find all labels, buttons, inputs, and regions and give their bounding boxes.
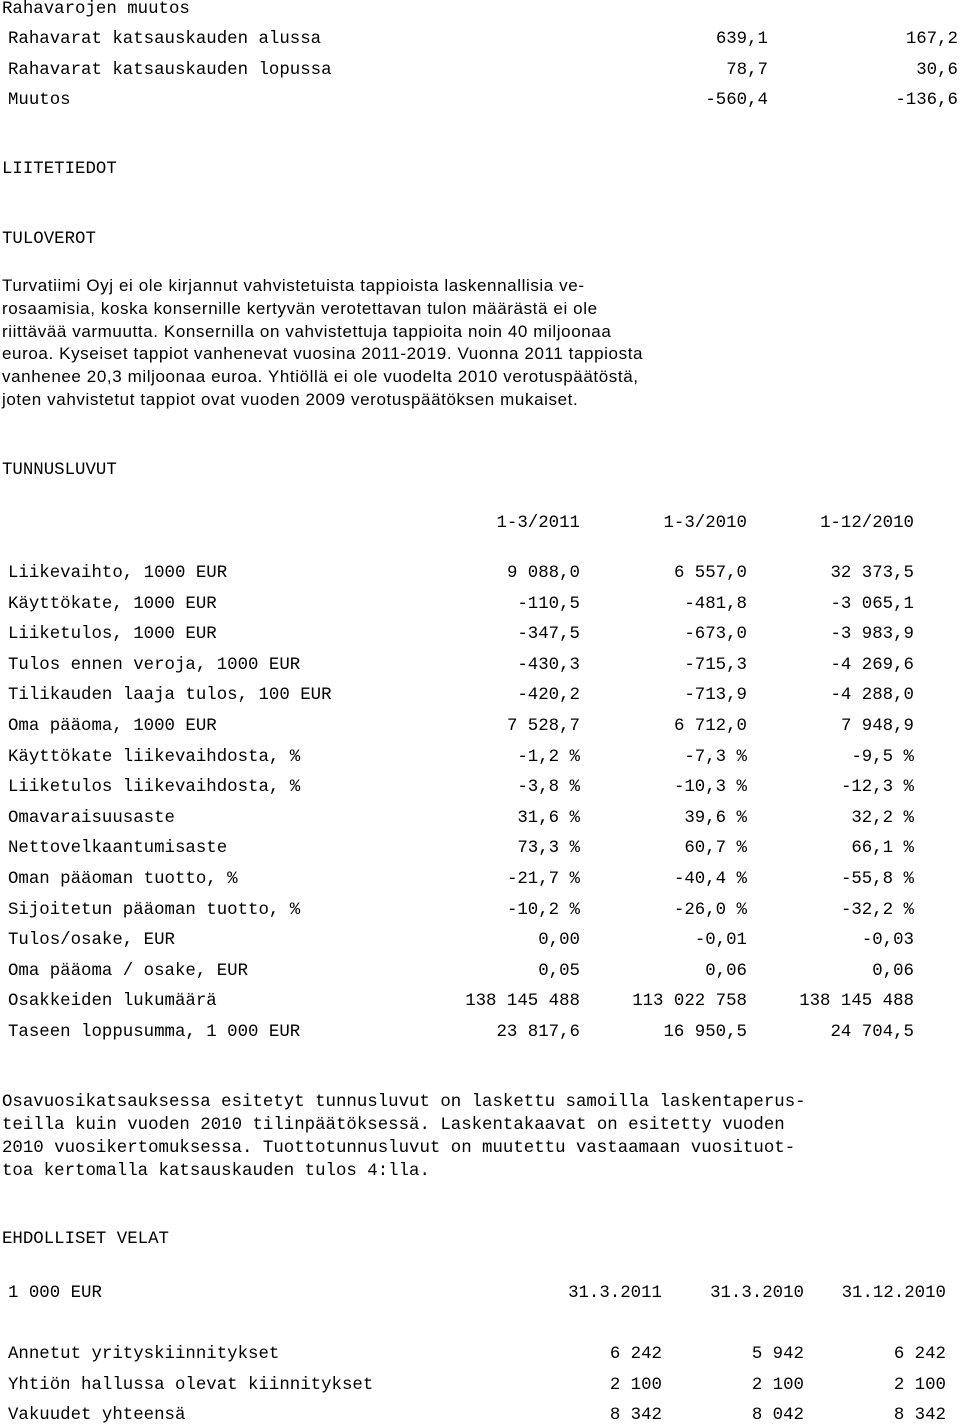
tax-paragraph: Turvatiimi Oyj ei ole kirjannut vahvistetuista tappioista laskennallisia ve- rosaamisia, koska konsernille kertyvän verotettavan tulon määrästä ei ole riittävää varmuutta. Konsernilla on vahvistettuja tappioita noin 40 miljoonaa euroa. Kyseiset tappiot vanhenevat vuosina 2011-2019. Vuonna 2011 tappiosta vanhenee 20,3 miljoonaa euroa. Yhtiöllä ei ole vuodelta 2010 verotuspäätöstä, joten vahvistetut tappiot ovat vuoden 2009 verotuspäätöksen mukaiset. [2, 276, 644, 409]
liabilities-row-value: 2 100 [609, 1375, 662, 1395]
kpi-row-value: 0,06 [872, 961, 914, 981]
liabilities-column-header: 31.3.2011 [568, 1284, 662, 1303]
liabilities-column-header: 31.3.2010 [710, 1284, 804, 1303]
liabilities-unit: 1 000 EUR [8, 1284, 102, 1303]
kpi-row-value: -4 269,6 [830, 655, 914, 675]
cash-row-value: -560,4 [705, 91, 768, 110]
kpi-row-value: -40,4 % [673, 870, 747, 889]
kpi-row-value: -26,0 % [673, 900, 747, 920]
kpi-row-value: -110,5 [517, 594, 580, 614]
liabilities-row-value: 6 242 [893, 1345, 946, 1364]
liabilities-heading: EHDOLLISET VELAT [2, 1230, 169, 1249]
kpi-row-value: 60,7 % [684, 839, 747, 859]
kpi-row-label: Liikevaihto, 1000 EUR [8, 564, 228, 583]
kpi-row-value: 66,1 % [851, 839, 914, 859]
kpi-row-label: Nettovelkaantumisaste [8, 839, 228, 859]
kpi-row-value: 0,00 [538, 931, 580, 951]
kpi-row-label: Liiketulos liikevaihdosta, % [8, 778, 301, 798]
kpi-row-value: 24 704,5 [830, 1023, 914, 1042]
kpi-row-label: Oma pääoma, 1000 EUR [8, 717, 217, 736]
kpi-row-value: 113 022 758 [632, 992, 747, 1012]
kpi-footnote: Osavuosikatsauksessa esitetyt tunnusluvut on laskettu samoilla laskentaperus- teilla kuin vuoden 2010 tilinpäätöksessä. Laskentakaavat on esitetty vuoden 2010 vuosikertomuksessa. Tuottotunnusluvut on muutettu vastaamaan vuosituot- toa kertomalla katsauskauden tulos 4:lla. [2, 1093, 806, 1181]
kpi-row-value: -1,2 % [517, 747, 580, 767]
kpi-row-label: Käyttökate, 1000 EUR [8, 594, 217, 614]
kpi-row-value: 138 145 488 [799, 992, 914, 1012]
kpi-row-value: -0,03 [861, 931, 914, 951]
liabilities-row-value: 5 942 [751, 1345, 804, 1364]
kpi-row-value: 0,05 [538, 961, 580, 981]
kpi-row-value: 16 950,5 [663, 1023, 747, 1042]
liabilities-row-label: Annetut yrityskiinnitykset [8, 1345, 280, 1364]
kpi-row-label: Tulos ennen veroja, 1000 EUR [8, 655, 301, 675]
kpi-row-value: 32,2 % [851, 808, 914, 828]
kpi-row-value: -12,3 % [840, 778, 914, 798]
kpi-row-label: Oman pääoman tuotto, % [8, 870, 238, 889]
kpi-row-value: -715,3 [684, 655, 747, 675]
liabilities-row-value: 8 042 [751, 1406, 804, 1425]
kpi-row-label: Osakkeiden lukumäärä [8, 992, 217, 1012]
liabilities-row-value: 8 342 [893, 1406, 946, 1425]
kpi-row-value: -10,2 % [506, 900, 580, 920]
kpi-row-label: Käyttökate liikevaihdosta, % [8, 747, 301, 767]
kpi-row-value: -673,0 [684, 625, 747, 645]
kpi-row-value: 7 528,7 [506, 717, 580, 736]
cash-row-value: 167,2 [905, 30, 958, 49]
kpi-row-value: 6 557,0 [673, 564, 747, 583]
kpi-row-value: 9 088,0 [506, 564, 580, 583]
liabilities-row-value: 6 242 [609, 1345, 662, 1364]
kpi-row-value: 31,6 % [517, 808, 580, 828]
liabilities-column-header: 31.12.2010 [841, 1284, 946, 1303]
kpi-row-value: 32 373,5 [830, 564, 914, 583]
kpi-row-value: -4 288,0 [830, 686, 914, 706]
kpi-row-value: -347,5 [517, 625, 580, 645]
tax-heading: TULOVEROT [2, 230, 96, 249]
kpi-row-value: -21,7 % [506, 870, 580, 889]
kpi-row-label: Tulos/osake, EUR [8, 931, 175, 951]
kpi-row-value: -481,8 [684, 594, 747, 614]
cash-row-value: 639,1 [715, 30, 768, 49]
kpi-row-label: Liiketulos, 1000 EUR [8, 625, 217, 645]
kpi-row-value: 7 948,9 [840, 717, 914, 736]
kpi-row-value: 23 817,6 [496, 1023, 580, 1042]
cash-row-label: Muutos [8, 91, 71, 110]
liabilities-row-value: 2 100 [751, 1375, 804, 1395]
kpi-row-value: -55,8 % [840, 870, 914, 889]
liabilities-row-value: 8 342 [609, 1406, 662, 1425]
kpi-row-value: 39,6 % [684, 808, 747, 828]
kpi-row-value: -713,9 [684, 686, 747, 706]
kpi-row-value: -32,2 % [840, 900, 914, 920]
kpi-row-value: 6 712,0 [673, 717, 747, 736]
cash-row-value: 30,6 [916, 61, 958, 80]
kpi-heading: TUNNUSLUVUT [2, 461, 117, 480]
cash-row-label: Rahavarat katsauskauden alussa [8, 30, 322, 49]
kpi-column-header: 1-12/2010 [820, 514, 914, 533]
kpi-row-value: 138 145 488 [465, 992, 580, 1012]
kpi-row-value: -3,8 % [517, 778, 580, 798]
kpi-column-header: 1-3/2011 [496, 514, 580, 533]
kpi-row-label: Sijoitetun pääoman tuotto, % [8, 900, 301, 920]
kpi-row-value: -430,3 [517, 655, 580, 675]
kpi-row-value: 0,06 [705, 961, 747, 981]
kpi-row-label: Taseen loppusumma, 1 000 EUR [8, 1023, 301, 1042]
kpi-row-label: Tilikauden laaja tulos, 100 EUR [8, 686, 332, 706]
kpi-row-value: -3 065,1 [830, 594, 914, 614]
kpi-row-label: Oma pääoma / osake, EUR [8, 961, 249, 981]
liabilities-row-value: 2 100 [893, 1375, 946, 1395]
kpi-row-value: 73,3 % [517, 839, 580, 859]
notes-heading: LIITETIEDOT [2, 160, 117, 179]
kpi-row-value: -9,5 % [851, 747, 914, 767]
cash-row-label: Rahavarat katsauskauden lopussa [8, 61, 332, 80]
kpi-row-value: -3 983,9 [830, 625, 914, 645]
kpi-row-label: Omavaraisuusaste [8, 808, 175, 828]
cash-row-value: 78,7 [726, 61, 768, 80]
cash-row-value: -136,6 [895, 91, 958, 110]
liabilities-row-label: Yhtiön hallussa olevat kiinnitykset [8, 1375, 374, 1395]
kpi-row-value: -10,3 % [673, 778, 747, 798]
kpi-column-header: 1-3/2010 [663, 514, 747, 533]
kpi-row-value: -7,3 % [684, 747, 747, 767]
liabilities-row-label: Vakuudet yhteensä [8, 1406, 186, 1425]
kpi-row-value: -0,01 [694, 931, 747, 951]
kpi-row-value: -420,2 [517, 686, 580, 706]
cash-title: Rahavarojen muutos [2, 0, 190, 19]
